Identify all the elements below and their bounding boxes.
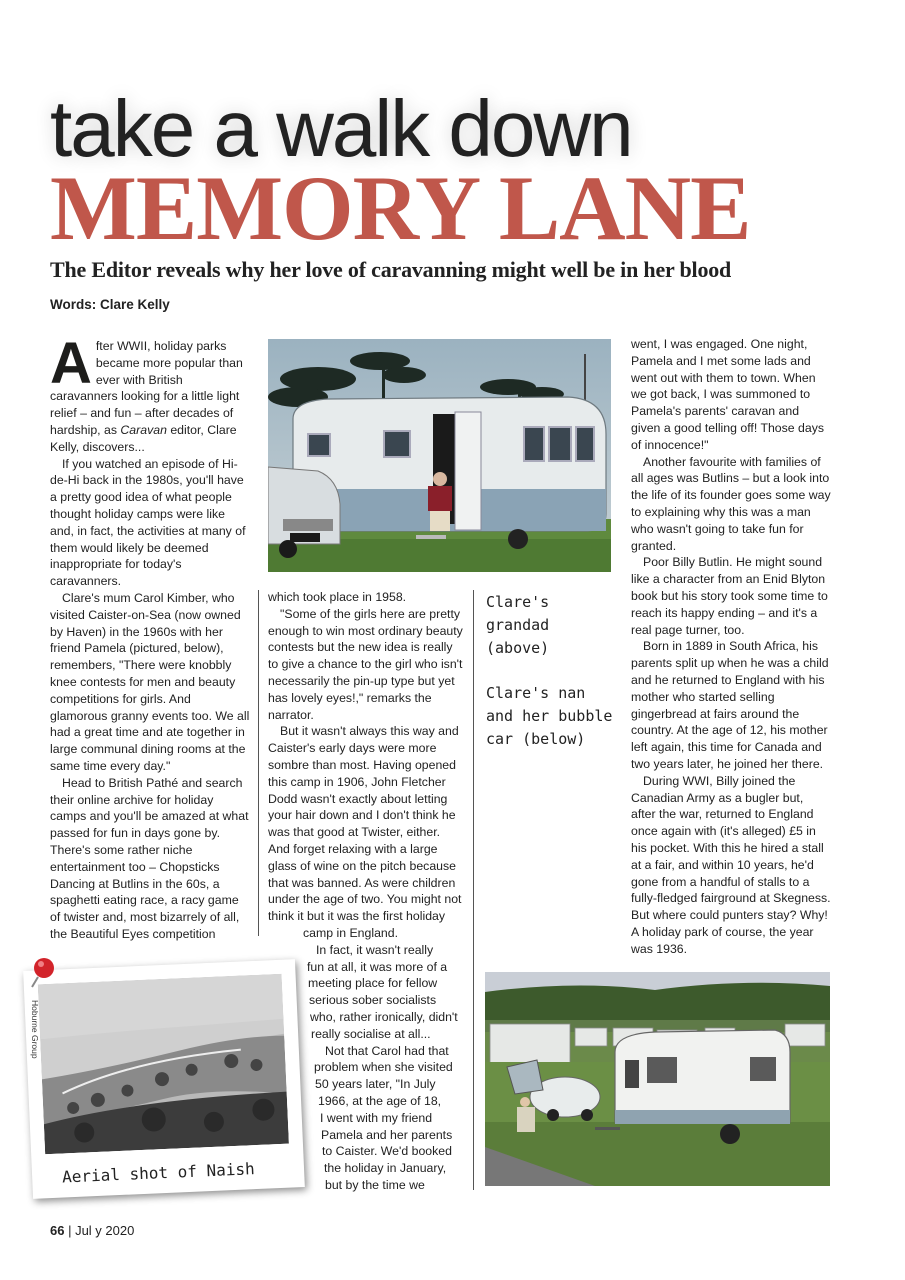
wrap-line: the holiday in January, [324, 1161, 447, 1176]
paragraph: Clare's mum Carol Kimber, who visited Caister-on-Sea (now owned by Haven) in the 1960s with her friend Pamela (pictured, below), remembers, "There were knobbly knee contests for men and beauty competitions for girls. And glamorous granny events too. We all had a great time and ate together in large communal dining rooms at the same time every day." [50, 590, 250, 773]
paragraph: Poor Billy Butlin. He might sound like a character from an Enid Blyton book but his story took some time to reach its happy ending – and it's a real page turner, too. [631, 555, 828, 637]
wrap-line: In fact, it wasn't really [316, 942, 434, 957]
magazine-name: Caravan [120, 422, 167, 437]
wrap-line: camp in England. [303, 926, 399, 940]
issue-date: Jul y 2020 [75, 1223, 135, 1238]
wrap-line: Not that Carol had that [325, 1043, 449, 1058]
wrap-line: problem when she visited [314, 1060, 453, 1075]
paragraph: went, I was engaged. One night, Pamela and I met some lads and went out with them to town. When we got back, I was summoned to Pamela's parents' caravan and given a good telling off! Those days of innocence!" [631, 337, 825, 452]
headline: MEMORY LANE [50, 157, 751, 259]
wrap-line: I went with my friend [320, 1110, 433, 1125]
photo-credit: Hoburne Group [30, 1000, 40, 1059]
wrap-line: but by the time we [325, 1177, 425, 1192]
paragraph: During WWI, Billy joined the Canadian Army as a bugler but, after the war, returned to England once again with (it's alleged) £5 in his pocket. With this he hired a stall at a fair, and within 10 years, he'd gone from a handful of stalls to a fully-fledged fairground at Skegness. But where could punters stay? Why! A holiday park of course, the year was 1936. [631, 773, 831, 956]
paragraph: If you watched an episode of Hi-de-Hi back in the 1980s, you'll have a pretty good idea of what people thought holiday camps were like and, in fact, the activities at many of them would likely be deemed inappropriate for today's caravanners. [50, 456, 246, 589]
paragraph: Head to British Pathé and search their online archive for holiday camps and you'll be amazed at what passed for fun in days gone by. There's some rather niche entertainment too – Chopsticks Dancing at Butlins in the 60s, a spaghetti eating race, a racy game of twister and, most bizarrely of all, the Beautiful Eyes competition [50, 775, 249, 941]
column-2-wrap [300, 925, 480, 1194]
paragraph: Another favourite with families of all ages was Butlins – but a look into the life of its founder goes some way to explaining why this was a man who wasn't going to take fun for granted. [631, 454, 831, 553]
column-1 [50, 331, 250, 943]
polaroid-aerial-photo [23, 959, 305, 1199]
caption-grandad: Clare's grandad (above) [486, 593, 550, 657]
wrap-line: 50 years later, "In July [315, 1077, 436, 1092]
byline: Words: Clare Kelly [50, 297, 170, 312]
photo-grandad-caravan [268, 339, 611, 572]
pushpin-icon [28, 955, 58, 989]
wrap-line: meeting place for fellow [308, 976, 438, 991]
wrap-line: to Caister. We'd booked [322, 1144, 452, 1159]
drop-cap: A [50, 331, 92, 396]
wrap-line: Pamela and her parents [321, 1127, 453, 1142]
column-divider [473, 590, 474, 1190]
wrap-line: who, rather ironically, didn't [310, 1009, 458, 1024]
paragraph: "Some of the girls here are pretty enough to win most ordinary beauty contests but the new idea is really to give a chance to the girl who isn't necessarily the pin-up type but yet has lovely eyes!," remarks the narrator. [268, 606, 463, 722]
intro-paragraph: After WWII, holiday parks became more popular than ever with British caravanners looking for a little light relief – and fun – after decades of hardship, as Caravan editor, Clare Kelly, discovers... [50, 331, 243, 454]
headline-kicker: take a walk down [50, 84, 632, 173]
caption-nan: Clare's nan and her bubble car (below) [486, 684, 613, 748]
wrap-line: fun at all, it was more of a [307, 959, 448, 974]
paragraph: But it wasn't always this way and Caister's early days were more sombre than most. Having opened this camp in 1906, John Fletcher Dodd wasn't exactly about letting your hair down and I don't think he was that good at Twister, either. And forget relaxing with a large glass of wine on the pitch because that was banned. As were children under the age of two. You might not think it but it was the first holiday [268, 724, 462, 924]
photo-bubble-car [485, 972, 830, 1186]
wrap-line: serious sober socialists [309, 993, 437, 1008]
column-divider [258, 590, 259, 936]
wrap-line: 1966, at the age of 18, [318, 1093, 442, 1108]
paragraph: which took place in 1958. [268, 590, 407, 604]
page-number: 66 [50, 1223, 65, 1238]
standfirst: The Editor reveals why her love of caravanning might well be in her blood [50, 257, 732, 282]
paragraph: Born in 1889 in South Africa, his parents split up when he was a child and he returned to England with his mother who started selling gingerbread at fairs around the country. At the age of 12, his mother left again, this time for Canada and two years later, he joined her there. [631, 639, 829, 771]
column-3 [631, 336, 831, 957]
caption-aerial: Aerial shot of Naish [61, 1159, 256, 1187]
photo-aerial-naish [38, 974, 289, 1154]
page-footer: 66 | Jul y 2020 [50, 1223, 135, 1238]
column-2 [268, 589, 464, 925]
wrap-line: really socialise at all... [311, 1026, 431, 1041]
